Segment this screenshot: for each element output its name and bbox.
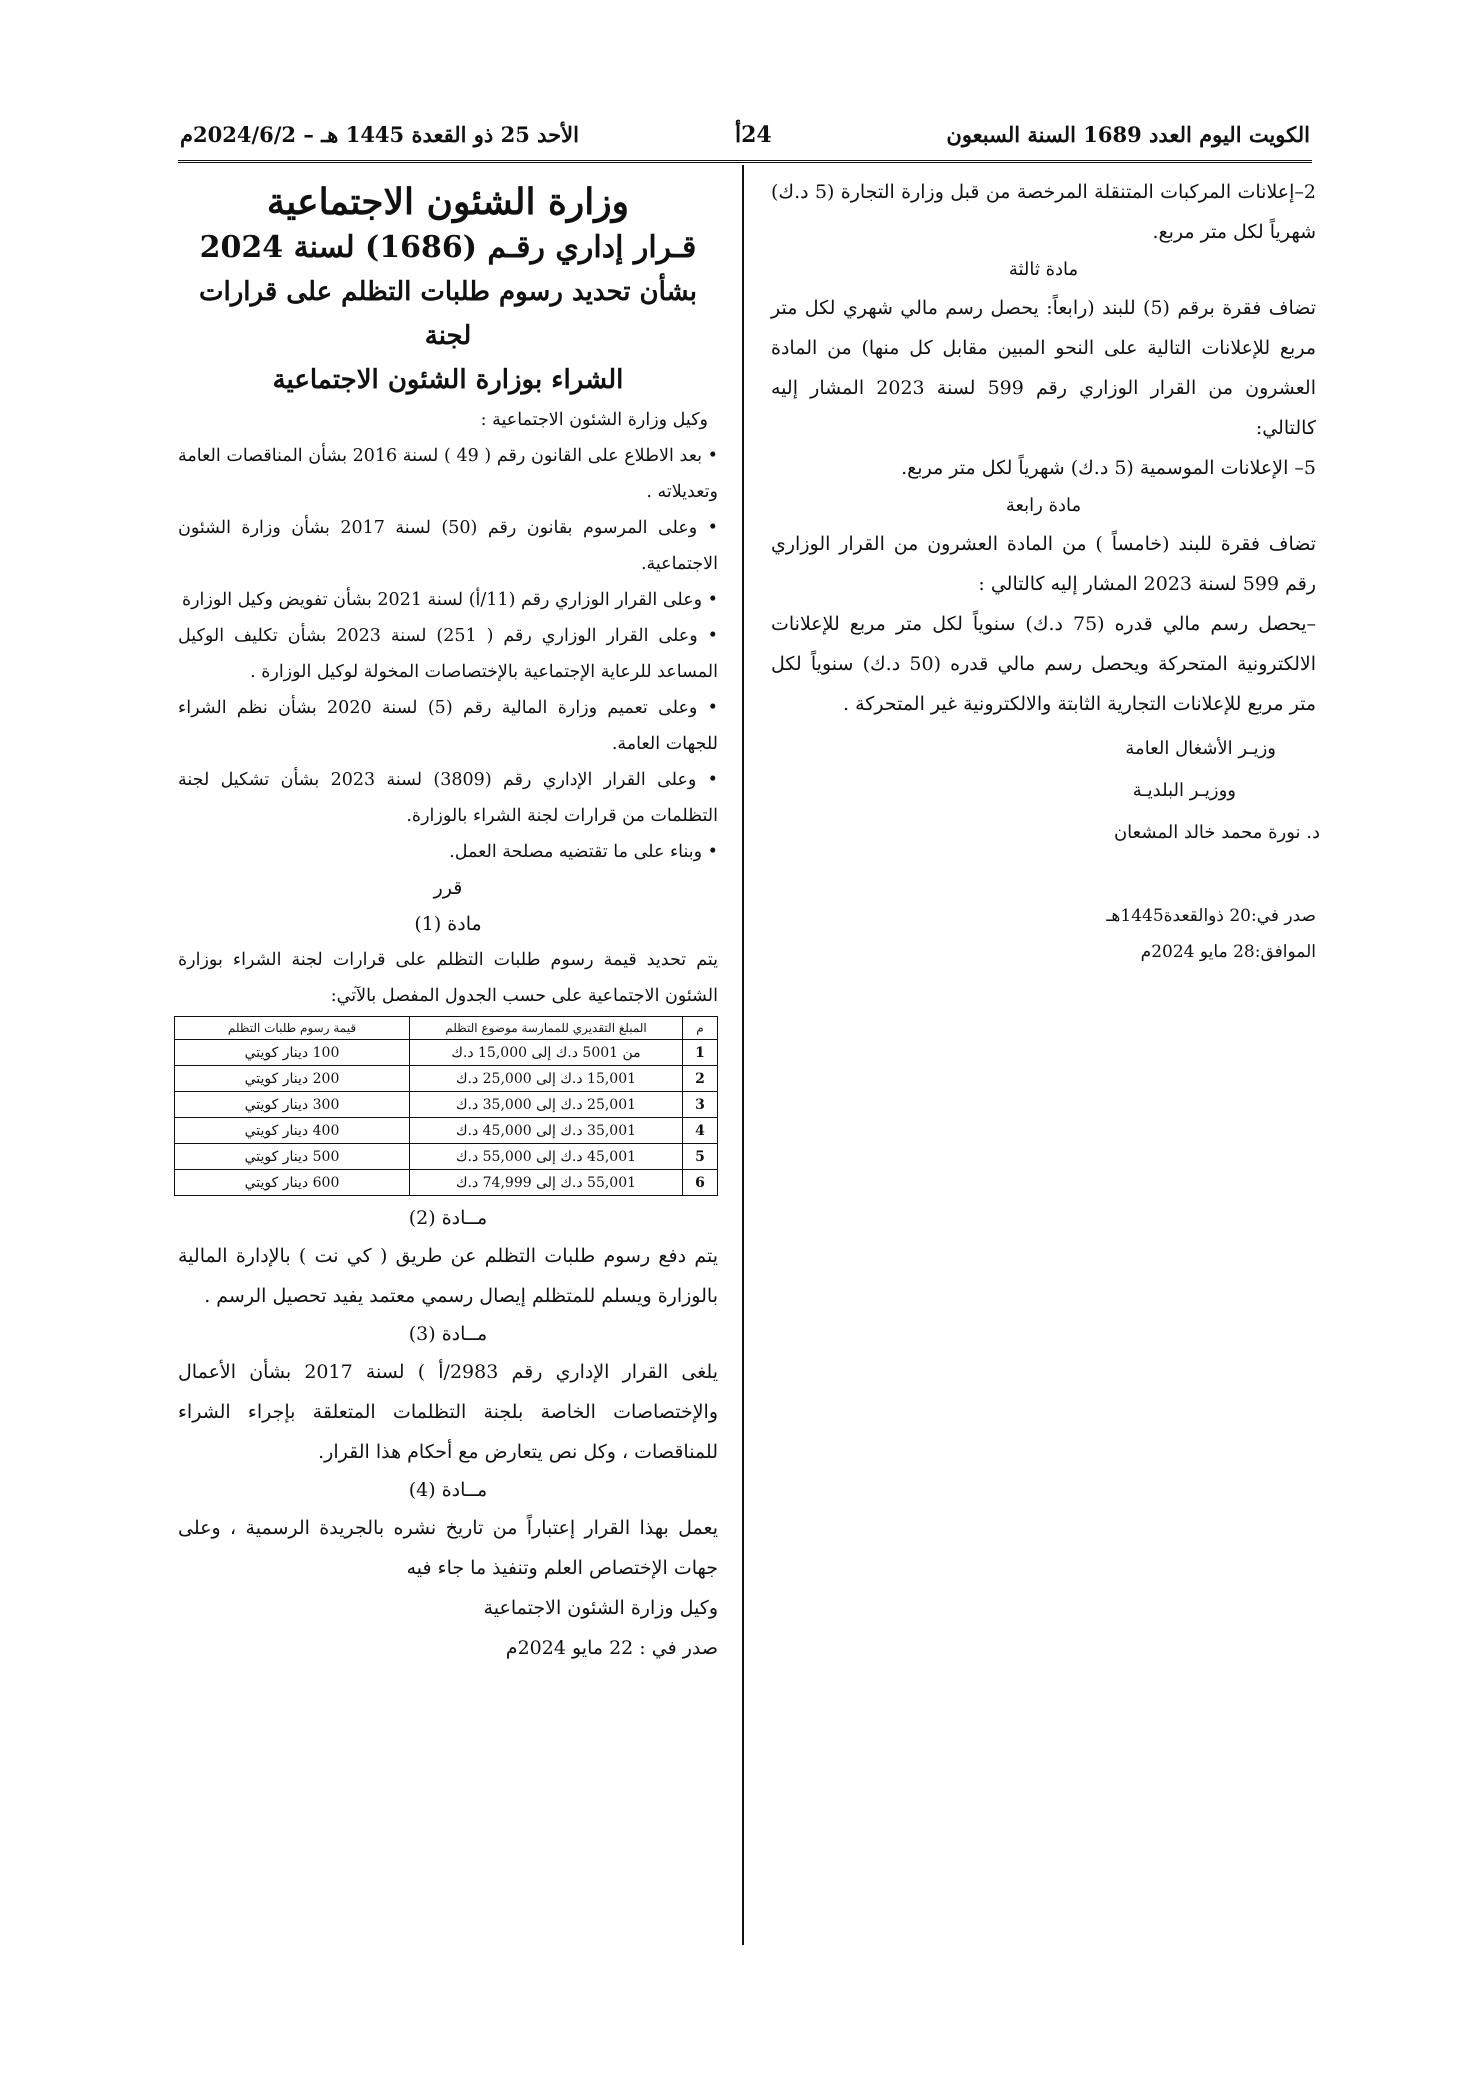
issue-date: صدر في:20 ذوالقعدة1445هـ [1106, 906, 1316, 926]
amount-range: 25,001 د.ك إلى 35,000 د.ك [410, 1092, 683, 1118]
ministry-title: وزارة الشئون الاجتماعية [266, 181, 630, 223]
row-number: 6 [683, 1170, 718, 1196]
article-heading: مــادة (2) [408, 1207, 488, 1229]
paragraph: 5– الإعلانات الموسمية (5 د.ك) شهرياً لكل متر مربع. [901, 457, 1316, 479]
signatory-title: ووزيـر البلديـة [1132, 780, 1236, 801]
table-row [175, 1066, 718, 1092]
row-number: 5 [683, 1144, 718, 1170]
preamble-item: • وعلى القرار الوزاري رقم ( 251) لسنة 2023 بشأن تكليف الوكيل المساعد للرعاية الإجتماعية بالإختصاصات المخولة لوكيل الوزارة . [178, 626, 718, 682]
paragraph: تضاف فقرة للبند (خامساً ) من المادة العشرون من القرار الوزاري رقم 599 لسنة 2023 المشار إليه كالتالي : [771, 533, 1316, 595]
paragraph: 2–إعلانات المركبات المتنقلة المرخصة من قبل وزارة التجارة (5 د.ك) شهرياً لكل متر مربع. [771, 181, 1316, 243]
decision-subject: بشأن تحديد رسوم طلبات التظلم على قرارات لجنة [199, 277, 697, 351]
article-heading: مادة رابعة [1005, 495, 1082, 516]
table-row [175, 1040, 718, 1066]
corresponding-date: الموافق:28 مايو 2024م [1140, 942, 1316, 962]
header-date: الأحد 25 ذو القعدة 1445 هـ – 2024/6/2م [180, 122, 579, 147]
fees-table [174, 1016, 718, 1196]
issue-date: صدر في : 22 مايو 2024م [505, 1637, 718, 1659]
row-number: 4 [683, 1118, 718, 1144]
col-header: م [683, 1017, 718, 1040]
amount-range: من 5001 د.ك إلى 15,000 د.ك [410, 1040, 683, 1066]
article-text: يتم تحديد قيمة رسوم طلبات التظلم على قرارات لجنة الشراء بوزارة الشئون الاجتماعية على حسب الجدول المفصل بالآتي: [178, 950, 718, 1006]
article-heading: مادة ثالثة [1008, 259, 1079, 280]
article-text: يتم دفع رسوم طلبات التظلم عن طريق ( كي نت ) بالإدارة المالية بالوزارة ويسلم للمتظلم إيصال رسمي معتمد يفيد تحصيل الرسم . [178, 1245, 718, 1307]
row-number: 2 [683, 1066, 718, 1092]
signatory-title: وزيـر الأشغال العامة [1125, 738, 1276, 759]
amount-range: 35,001 د.ك إلى 45,000 د.ك [410, 1118, 683, 1144]
signatory-title: وكيل وزارة الشئون الاجتماعية [483, 1597, 718, 1619]
preamble-item: • وعلى القرار الإداري رقم (3809) لسنة 2023 بشأن تشكيل لجنة التظلمات من قرارات لجنة الشراء بالوزارة. [178, 770, 718, 826]
preamble-item: • وعلى القرار الوزاري رقم (11/أ) لسنة 2021 بشأن تفويض وكيل الوزارة [181, 590, 718, 610]
right-column [771, 172, 1320, 970]
table-row [175, 1170, 718, 1196]
intro-line: وكيل وزارة الشئون الاجتماعية : [480, 410, 708, 430]
row-number: 3 [683, 1092, 718, 1118]
header-rule [178, 160, 1312, 163]
row-number: 1 [683, 1040, 718, 1066]
preamble-item: • وعلى تعميم وزارة المالية رقم (5) لسنة 2020 بشأن نظم الشراء للجهات العامة. [178, 698, 718, 754]
page-number: 24أ [735, 122, 772, 148]
paragraph: تضاف فقرة برقم (5) للبند (رابعاً: يحصل رسم مالي شهري لكل متر مربع للإعلانات التالية على النحو المبين مقابل كل منها) من المادة العشرون من القرار الوزاري رقم 599 لسنة 2023 المشار إليه كالتالي: [771, 297, 1316, 439]
page-header [180, 118, 1310, 158]
amount-range: 55,001 د.ك إلى 74,999 د.ك [410, 1170, 683, 1196]
fee-value: 300 دينار كويتي [175, 1092, 410, 1118]
col-header: المبلغ التقديري للممارسة موضوع التظلم [410, 1017, 683, 1040]
paragraph: –يحصل رسم مالي قدره (75 د.ك) سنوياً لكل متر مربع للإعلانات الالكترونية المتحركة ويحصل رسم مالي قدره (50 د.ك) سنوياً لكل متر مربع للإعلانات التجارية الثابتة والالكترونية غير المتحركة . [771, 613, 1316, 715]
article-heading: مــادة (4) [408, 1479, 488, 1501]
table-row [175, 1118, 718, 1144]
column-divider [742, 165, 744, 1945]
fee-value: 600 دينار كويتي [175, 1170, 410, 1196]
decision-subject: الشراء بوزارة الشئون الاجتماعية [272, 365, 624, 395]
amount-range: 45,001 د.ك إلى 55,000 د.ك [410, 1144, 683, 1170]
article-text: يلغى القرار الإداري رقم 2983/أ ) لسنة 2017 بشأن الأعمال والإختصاصات الخاصة بلجنة التظلمات المتعلقة بإجراء الشراء للمناقصات ، وكل نص يتعارض مع أحكام هذا القرار. [178, 1361, 718, 1463]
article-heading: مادة (1) [414, 913, 482, 935]
article-text: يعمل بهذا القرار إعتباراً من تاريخ نشره بالجريدة الرسمية ، وعلى جهات الإختصاص العلم وتنفيذ ما جاء فيه [178, 1517, 718, 1579]
preamble-item: • وعلى المرسوم بقانون رقم (50) لسنة 2017 بشأن وزارة الشئون الاجتماعية. [178, 518, 718, 574]
decision-title: قـرار إداري رقـم (1686) لسنة 2024 [199, 230, 697, 265]
gazette-issue: الكويت اليوم العدد 1689 السنة السبعون [946, 122, 1310, 147]
fee-value: 200 دينار كويتي [175, 1066, 410, 1092]
table-row [175, 1144, 718, 1170]
left-column [178, 178, 718, 1668]
preamble-item: • بعد الاطلاع على القانون رقم ( 49 ) لسنة 2016 بشأن المناقصات العامة وتعديلاته . [178, 446, 718, 502]
fee-value: 100 دينار كويتي [175, 1040, 410, 1066]
article-heading: مــادة (3) [408, 1323, 488, 1345]
fee-value: 400 دينار كويتي [175, 1118, 410, 1144]
table-header-row [175, 1017, 718, 1040]
preamble-item: • وبناء على ما تقتضيه مصلحة العمل. [449, 842, 718, 862]
decided-heading: قرر [433, 877, 463, 899]
fee-value: 500 دينار كويتي [175, 1144, 410, 1170]
signatory-name: د. نورة محمد خالد المشعان [1113, 822, 1320, 843]
amount-range: 15,001 د.ك إلى 25,000 د.ك [410, 1066, 683, 1092]
col-header: قيمة رسوم طلبات التظلم [175, 1017, 410, 1040]
table-row [175, 1092, 718, 1118]
